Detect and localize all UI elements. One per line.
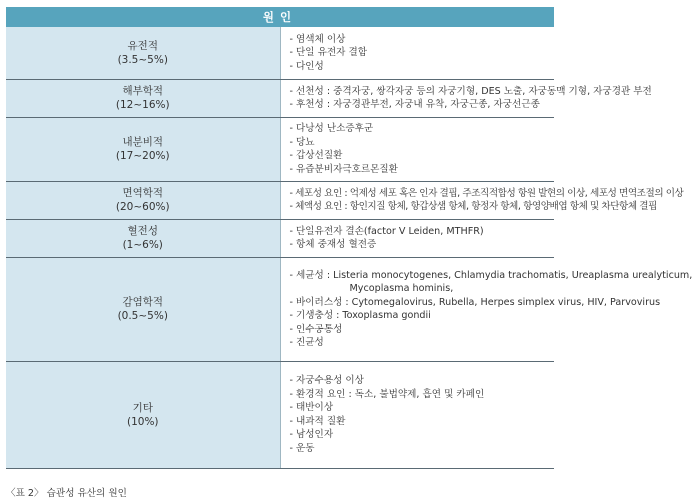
cause-table-container — [6, 7, 692, 469]
category-cell — [6, 79, 280, 117]
list-item: - 항체 중재성 혈전증 — [289, 239, 377, 250]
table-header: 원인 — [6, 7, 554, 27]
table-caption: 〈표 2〉 습관성 유산의 원인 — [6, 488, 127, 499]
list-item: - 갑상선질환 — [289, 150, 343, 161]
list-item: - 남성인자 — [289, 429, 334, 440]
items-cell — [280, 181, 684, 219]
list-item-text: - 세균성 : Listeria monocytogenes, Chlamydia trachomatis, Ureaplasma urealyticum, — [289, 269, 692, 281]
category-cell — [6, 181, 280, 219]
items-cell — [280, 79, 652, 117]
list-item: - 진균성 — [289, 337, 324, 348]
category-name: 내분비적 — [122, 136, 164, 148]
table-row-anatomical — [6, 79, 554, 117]
category-percent: (10%) — [126, 415, 159, 428]
category-name: 감염학적 — [122, 296, 164, 308]
list-item: - 운동 — [289, 442, 315, 454]
category-percent: (3.5~5%) — [117, 53, 168, 66]
category-cell — [6, 361, 280, 468]
category-name: 혈전성 — [127, 225, 158, 237]
list-item: - 유즙분비자극호르몬질환 — [289, 163, 398, 175]
list-item: - 자궁수용성 이상 — [289, 375, 364, 386]
items-cell — [280, 27, 554, 79]
list-item-continuation: Mycoplasma hominis, — [349, 283, 454, 294]
list-item: - 선천성 : 중격자궁, 쌍각자궁 등의 자궁기형, DES 노출, 자궁동맥 기형, 자궁경관 부전 — [289, 85, 652, 97]
category-cell — [6, 27, 280, 79]
category-cell — [6, 219, 280, 257]
list-item: - 후천성 : 자궁경관부전, 자궁내 유착, 자궁근종, 자궁선근종 — [289, 99, 540, 110]
cause-table — [6, 7, 692, 469]
list-item: - 단일 유전자 결함 — [289, 47, 367, 58]
list-item: - 환경적 요인 : 독소, 불법약제, 흡연 및 카페인 — [289, 388, 485, 400]
list-item: - 당뇨 — [289, 136, 315, 148]
category-percent: (20~60%) — [115, 201, 170, 213]
category-cell — [6, 257, 280, 361]
category-name: 기타 — [132, 401, 153, 414]
table-row-thrombotic — [6, 219, 554, 257]
list-item: - 인수공통성 — [289, 323, 343, 335]
category-name: 면역학적 — [122, 187, 164, 199]
items-cell — [280, 117, 554, 181]
items-cell — [280, 361, 554, 468]
list-item: - 다인성 — [289, 60, 324, 72]
category-name: 해부학적 — [122, 85, 164, 97]
list-item: - 다낭성 난소증후군 — [289, 123, 374, 134]
list-item: - 바이러스성 : Cytomegalovirus, Rubella, Herpes simplex virus, HIV, Parvovirus — [289, 296, 661, 308]
category-percent: (12~16%) — [115, 99, 170, 111]
category-percent: (17~20%) — [115, 150, 170, 162]
table-row-immunological — [6, 181, 554, 219]
list-item: - 세포성 요인 : 억제성 세포 혹은 인자 결핍, 주조직적합성 항원 발현의 이상, 세포성 면역조절의 이상 — [289, 187, 684, 199]
table-row-endocrine — [6, 117, 554, 181]
category-cell — [6, 117, 280, 181]
items-cell — [280, 219, 554, 257]
list-item: - 기생충성 : Toxoplasma gondii — [289, 310, 431, 321]
table-header-row — [6, 7, 554, 27]
list-item: - 체액성 요인 : 항인지질 항체, 항갑상샘 항체, 항정자 항체, 항영양배엽 항체 및 차단항체 결핍 — [289, 201, 657, 212]
items-cell — [280, 257, 692, 361]
list-item: - 단일유전자 결손(factor V Leiden, MTHFR) — [289, 225, 484, 237]
table-row-genetic — [6, 27, 554, 79]
table-row-infectious — [6, 257, 554, 361]
list-item — [289, 269, 692, 296]
list-item: - 염색체 이상 — [289, 33, 346, 45]
list-item: - 내과적 질환 — [289, 415, 346, 427]
category-name: 유전적 — [127, 39, 158, 52]
category-percent: (0.5~5%) — [117, 310, 168, 322]
category-percent: (1~6%) — [122, 239, 163, 251]
list-item: - 태반이상 — [289, 402, 334, 413]
table-row-other — [6, 361, 554, 468]
